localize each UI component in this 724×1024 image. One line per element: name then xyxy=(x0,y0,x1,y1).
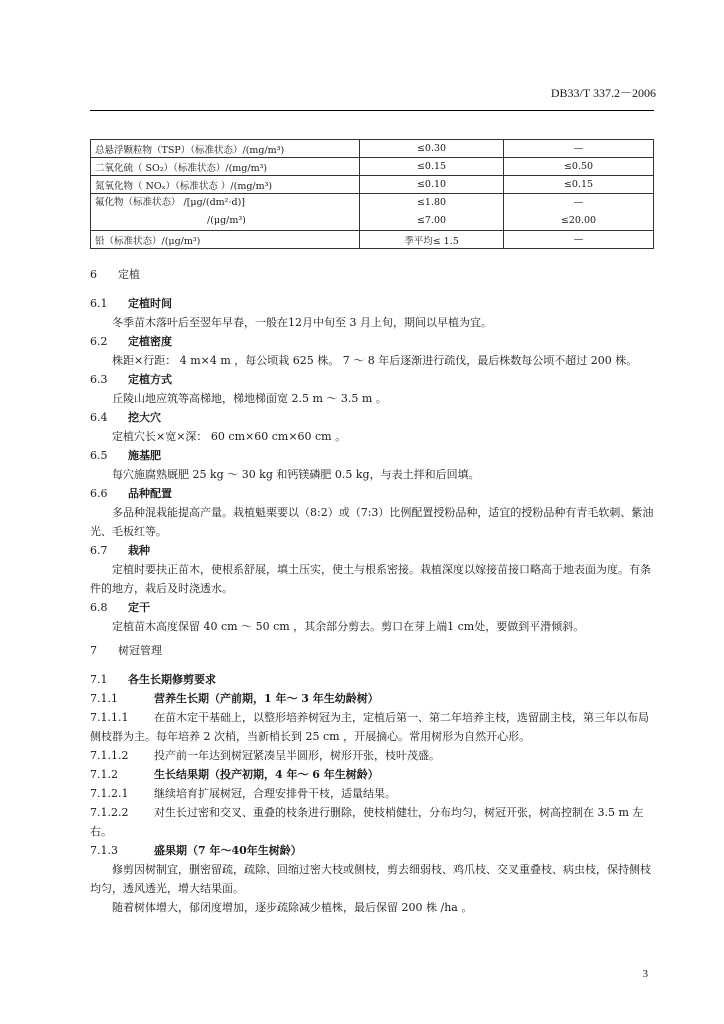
section-title: 定植时间 xyxy=(128,297,172,310)
page-number: 3 xyxy=(642,968,648,980)
document-code: DB33/T 337.2－2006 xyxy=(550,86,656,100)
paragraph xyxy=(90,746,654,765)
row-label-line: 氟化物（标准状态） /[μg/(dm²·d)] xyxy=(95,197,246,208)
row-value-line: ≤7.00 xyxy=(416,215,447,226)
row-value xyxy=(360,194,504,231)
section-title: 挖大穴 xyxy=(128,411,161,424)
section-number: 6.1 xyxy=(90,297,108,310)
section-title: 营养生长期（产前期，1 年～ 3 年生幼龄树） xyxy=(154,692,379,705)
row-label-line: /(μg/m³) xyxy=(207,215,246,226)
row-label: 二氧化硫（ SO₂）（标准状态）/(mg/m³) xyxy=(91,158,360,176)
section-title: 定植方式 xyxy=(128,373,172,386)
section-number: 7.1.1 xyxy=(90,692,118,705)
paragraph: 丘陵山地应筑等高梯地，梯地梯面宽 2.5 m ～ 3.5 m 。 xyxy=(112,392,387,405)
subsection-heading xyxy=(90,446,654,465)
subsection-heading xyxy=(90,765,654,784)
subsection-heading xyxy=(90,370,654,389)
row-value: ≤0.15 xyxy=(360,158,504,176)
subsection-heading xyxy=(90,670,654,689)
section-number: 6.2 xyxy=(90,335,108,348)
section-title: 定植 xyxy=(118,268,140,281)
paragraph xyxy=(90,784,654,803)
subsection-heading xyxy=(90,689,654,708)
subsection-heading xyxy=(90,332,654,351)
section-number: 6.8 xyxy=(90,601,108,614)
row-label: 铅（标准状态）/(μg/m³) xyxy=(91,231,360,249)
paragraph: 定植时要扶正苗木，使根系舒展，填土压实，使土与根系密接。栽植深度以嫁接苗接口略高于地表面为度。有条件的地方，栽后及时浇透水。 xyxy=(90,563,651,595)
paragraph: 每穴施腐熟厩肥 25 kg ～ 30 kg 和钙镁磷肥 0.5 kg，与表土拌和后回填。 xyxy=(112,468,480,481)
section-number: 6.7 xyxy=(90,544,108,557)
paragraph: 修剪因树制宜，删密留疏，疏除、回缩过密大枝或侧枝，剪去细弱枝、鸡爪枝、交叉重叠枝、病虫枝，保持侧枝均匀，透风透光，增大结果面。 xyxy=(90,863,651,895)
row-value xyxy=(504,194,654,231)
table-row xyxy=(91,158,654,176)
paragraph: 株距×行距： 4 m×4 m ，每公顷栽 625 株。 7 ～ 8 年后逐渐进行疏伐，最后株数每公顷不超过 200 株。 xyxy=(112,354,638,367)
row-value: — xyxy=(504,231,654,249)
paragraph-text: 对生长过密和交叉、重叠的枝条进行删除，使枝梢健壮，分布均匀，树冠开张，树高控制在 3.5 m 左右。 xyxy=(90,806,644,838)
table-row xyxy=(91,140,654,158)
section-number: 6 xyxy=(90,268,97,281)
paragraph xyxy=(90,708,654,746)
row-label xyxy=(91,194,360,231)
section-heading xyxy=(90,640,654,661)
row-value: ≤0.50 xyxy=(504,158,654,176)
subsection-heading xyxy=(90,841,654,860)
paragraph: 多品种混栽能提高产量。栽植魁栗要以（8:2）或（7:3）比例配置授粉品种，适宜的授粉品种有青毛软刺、紫油光、毛板红等。 xyxy=(90,506,654,538)
table-row xyxy=(91,231,654,249)
section-title: 品种配置 xyxy=(128,487,172,500)
paragraph-text: 继续培育扩展树冠，合理安排骨干枝，适量结果。 xyxy=(154,787,396,800)
header-rule xyxy=(90,110,654,111)
paragraph: 定植苗木高度保留 40 cm ～ 50 cm ，其余部分剪去。剪口在芽上端1 cm处，要做到平滑倾斜。 xyxy=(112,620,585,633)
row-value: ≤0.10 xyxy=(360,176,504,194)
section-number: 7.1 xyxy=(90,673,108,686)
section-number: 7.1.1.2 xyxy=(90,749,129,762)
paragraph xyxy=(90,803,654,841)
paragraph-text: 在苗木定干基础上，以整形培养树冠为主，定植后第一、第二年培养主枝，选留副主枝，第三年以布局侧枝群为主。每年培养 2 次梢，当新梢长到 25 cm ，开展摘心。常用树形为自然开心形。 xyxy=(90,711,649,743)
section-title: 盛果期（7 年～40年生树龄） xyxy=(154,844,302,857)
paragraph: 冬季苗木落叶后至翌年早春，一般在12月中旬至 3 月上旬，期间以早植为宜。 xyxy=(112,316,492,329)
subsection-heading xyxy=(90,294,654,313)
section-number: 6.5 xyxy=(90,449,108,462)
section-title: 定植密度 xyxy=(128,335,172,348)
section-number: 7.1.2 xyxy=(90,768,118,781)
row-value-line: ≤1.80 xyxy=(416,197,447,208)
section-number: 6.3 xyxy=(90,373,108,386)
section-number: 7.1.2.1 xyxy=(90,787,129,800)
section-heading xyxy=(90,264,654,285)
subsection-heading xyxy=(90,484,654,503)
row-value-line: — xyxy=(573,197,584,208)
subsection-heading xyxy=(90,408,654,427)
section-title: 各生长期修剪要求 xyxy=(128,673,216,686)
section-number: 7.1.3 xyxy=(90,844,118,857)
section-number: 6.6 xyxy=(90,487,108,500)
paragraph: 定植穴长×宽×深： 60 cm×60 cm×60 cm 。 xyxy=(112,430,347,443)
section-title: 生长结果期（投产初期，4 年～ 6 年生树龄） xyxy=(154,768,379,781)
air-quality-table xyxy=(90,139,654,249)
row-value: 季平均≤ 1.5 xyxy=(360,231,504,249)
row-value: ≤0.15 xyxy=(504,176,654,194)
paragraph: 随着树体增大，郁闭度增加，逐步疏除减少植株，最后保留 200 株 /ha 。 xyxy=(112,901,473,914)
section-number: 6.4 xyxy=(90,411,108,424)
section-title: 施基肥 xyxy=(128,449,161,462)
section-number: 7.1.1.1 xyxy=(90,711,129,724)
row-label: 氮氧化物（ NOₓ）（标准状态 ）/(mg/m³) xyxy=(91,176,360,194)
section-number: 7 xyxy=(90,644,97,657)
row-value: — xyxy=(504,140,654,158)
body-content xyxy=(90,264,654,917)
section-title: 栽种 xyxy=(128,544,150,557)
paragraph-text: 投产前一年达到树冠紧凑呈半圆形，树形开张，枝叶茂盛。 xyxy=(154,749,440,762)
section-title: 定干 xyxy=(128,601,150,614)
subsection-heading xyxy=(90,598,654,617)
row-label: 总悬浮颗粒物（TSP）（标准状态）/(mg/m³) xyxy=(91,140,360,158)
section-number: 7.1.2.2 xyxy=(90,806,129,819)
subsection-heading xyxy=(90,541,654,560)
table-row xyxy=(91,194,654,231)
row-value-line: ≤20.00 xyxy=(560,215,597,226)
row-value: ≤0.30 xyxy=(360,140,504,158)
table-row xyxy=(91,176,654,194)
section-title: 树冠管理 xyxy=(118,644,162,657)
